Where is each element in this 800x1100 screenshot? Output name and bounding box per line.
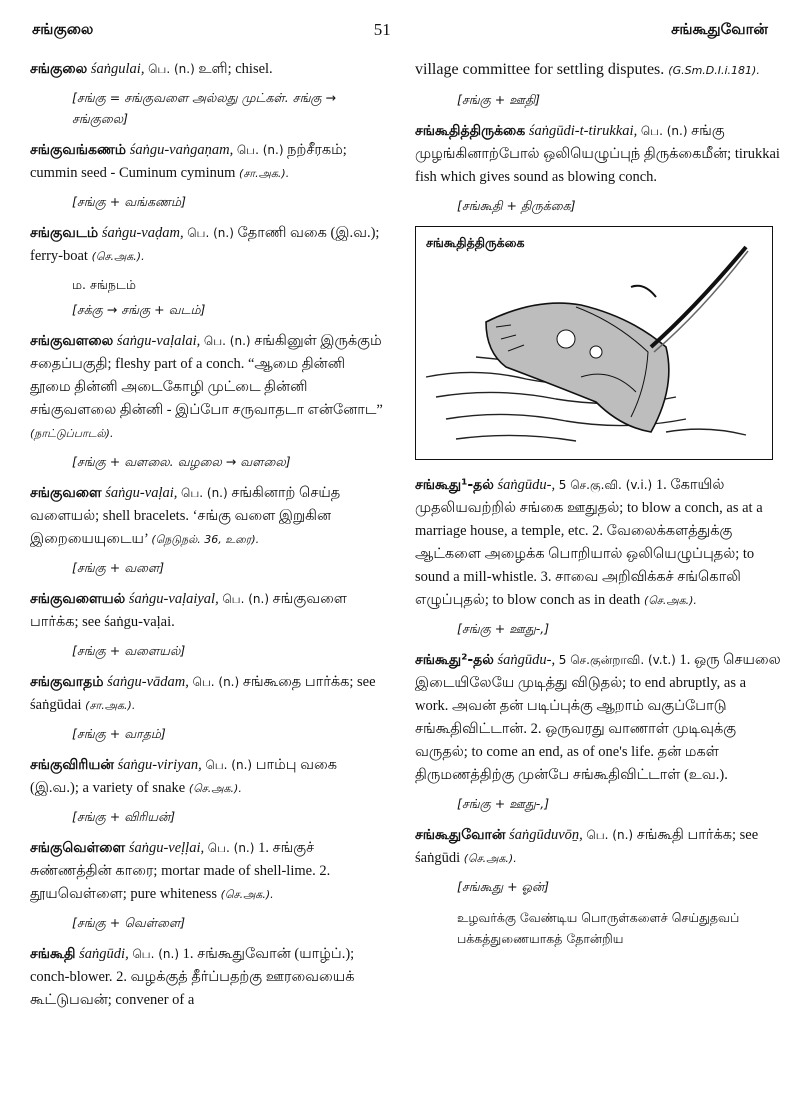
definition: சங்கு முழங்கினாற்போல் ஒலியெழுப்புந் திருக்கைமீன்; tirukkai fish which gives sound as blowing conch.	[415, 123, 780, 185]
etymology: [சங்கு + வாதம்]	[72, 726, 166, 741]
etymology: [சங்கூதி + திருக்கை]	[457, 198, 576, 213]
headword: சங்கூது¹-தல்	[415, 477, 494, 493]
part-of-speech: பெ. (n.)	[586, 828, 634, 842]
part-of-speech: பெ. (n.)	[203, 334, 251, 348]
headword: சங்கூதித்திருக்கை	[415, 123, 526, 139]
transliteration: śaṅgu-viriyan,	[117, 757, 202, 773]
source-ref: (சா.அக.).	[239, 167, 290, 180]
headword: சங்குவங்கணம்	[30, 142, 127, 158]
source-ref: (சா.அக.).	[85, 699, 136, 712]
dictionary-entry	[415, 649, 781, 787]
transliteration: śaṅgūdu-,	[497, 477, 556, 493]
part-of-speech: பெ. (n.)	[222, 592, 270, 606]
transliteration: śaṅgu-veḷḷai,	[128, 840, 205, 856]
definition: 1. சங்குச் சுண்ணத்தின் காரை; mortar made of shell-lime. 2. தூயவெள்ளை; pure whiteness	[30, 840, 331, 902]
headword: சங்கூதி	[30, 946, 76, 962]
etymology: [சங்கு + வங்கணம்]	[72, 194, 186, 209]
source-ref: (நெடுநல். 36, உரை).	[151, 533, 260, 546]
source-ref: (நாட்டுப்பாடல்).	[30, 427, 114, 440]
dictionary-entry	[30, 671, 388, 717]
etymology: [சங்கூது + ஓன்]	[457, 879, 550, 894]
transliteration: śaṅgūdi-t-tirukkai,	[528, 123, 638, 139]
dictionary-entry	[30, 139, 388, 185]
continued-entry	[415, 58, 781, 83]
headword: சங்குவெள்ளை	[30, 840, 126, 856]
headword: சங்குவளையல்	[30, 591, 126, 607]
dictionary-entry	[30, 222, 388, 268]
dictionary-entry	[30, 330, 388, 445]
etymology: [சங்கு + வெள்ளை]	[72, 915, 186, 930]
part-of-speech: பெ. (n.)	[187, 226, 234, 240]
headword: சங்குவாதம்	[30, 674, 104, 690]
definition: 1. கோயில் முதலியவற்றில் சங்கை ஊதுதல்; to blow a conch, as at a marriage house, a temple, etc. 2. வேலைக்களத்துக்கு ஆட்களை அழைக்க பொறியால் ஒலியெழுப்புதல்; to sound a mill-whistle. 3. சாவை அறிவிக்கச் சங்கொலி எழுப்புதல்; to blow conch as in death	[415, 477, 763, 608]
part-of-speech: பெ. (n.)	[148, 62, 195, 76]
transliteration: śaṅgu-vaṅgaṇam,	[129, 142, 234, 158]
definition: சங்கூதை பார்க்க; see śaṅgūdai	[30, 674, 376, 713]
definition: சங்கினாற் செய்த வளையல்; shell bracelets. ‘சங்கு வளை இறுகின இறையையுடைய’	[30, 485, 341, 547]
headword: சங்கூதுவோன்	[415, 827, 506, 843]
headword: சங்குவடம்	[30, 225, 99, 241]
transliteration: śaṅgu-vādam,	[107, 674, 189, 690]
left-column	[30, 58, 388, 1018]
headword: சங்குவளலை	[30, 333, 114, 349]
part-of-speech: பெ. (n.)	[205, 758, 253, 772]
etymology: [சங்கு + விரியன்]	[72, 809, 176, 824]
etymology: [சங்கு + வளை]	[72, 560, 165, 575]
dictionary-entry	[30, 588, 388, 634]
dictionary-entry	[415, 474, 781, 612]
source-ref: (செ.அக.).	[220, 888, 274, 901]
etymology: [சங்கு + ஊதி]	[457, 92, 541, 107]
part-of-speech: பெ. (n.)	[132, 947, 180, 961]
dictionary-entry	[30, 482, 388, 551]
definition: உளி; chisel.	[198, 61, 273, 77]
headword: சங்குவிரியன்	[30, 757, 114, 773]
etymology: [சக்கு → சங்கு + வடம்]	[72, 302, 206, 317]
source-ref: (செ.அக.).	[463, 852, 517, 865]
transliteration: śaṅgu-vaḷaiyal,	[128, 591, 219, 607]
dictionary-entry	[30, 837, 388, 906]
definition: 1. ஒரு செயலை இடையிலேயே முடித்து விடுதல்; to end abruptly, as a work. அவன் தன் படிப்புக்கு ஆறாம் வகுப்போடு சங்கூதிவிட்டான். 2. ஒருவரது வாணாள் முடிவுக்கு வருதல்; to come an end, as of one's life. தன் மகள் திருமணத்திற்கு முன்பே சங்கூதிவிட்டாள் (உவ.).	[415, 652, 781, 783]
source-ref: (செ.அக.).	[643, 594, 697, 607]
page-number: 51	[373, 20, 391, 39]
dictionary-entry	[30, 943, 388, 1012]
source-ref: (G.Sm.D.I.i.181).	[668, 64, 760, 77]
headword: சங்கூது²-தல்	[415, 652, 494, 668]
transliteration: śaṅgu-vaḷai,	[105, 485, 178, 501]
transliteration: śaṅgūduvōṉ,	[509, 827, 583, 843]
page-header	[32, 12, 768, 48]
source-ref: (செ.அக.).	[91, 250, 145, 263]
part-of-speech: 5 செ.குன்றாவி. (v.t.)	[558, 653, 676, 667]
header-left-guideword: சங்குலை	[32, 20, 94, 38]
header-right-guideword: சங்கூதுவோன்	[671, 20, 768, 38]
transliteration: śaṅgu-vaḍam,	[101, 225, 184, 241]
dictionary-entry	[415, 824, 781, 870]
transliteration: śaṅgu-vaḷalai,	[116, 333, 201, 349]
right-column	[415, 58, 781, 953]
dictionary-entry	[30, 58, 388, 81]
etymology: [சங்கு + ஊது-,]	[457, 621, 550, 636]
entry-group	[415, 474, 781, 949]
illustration-caption: சங்கூதித்திருக்கை	[426, 235, 525, 250]
entry-group	[415, 120, 781, 216]
note-text: உழவர்க்கு வேண்டிய பொருள்களைச் செய்துதவப் பக்கத்துணையாகத் தோன்றிய	[457, 910, 740, 946]
etymology: [சங்கு + வளையல்]	[72, 643, 186, 658]
etymology: [சங்கு + ஊது-,]	[457, 796, 550, 811]
cognate: ம. சங்நடம்	[72, 277, 136, 292]
etymology: [சங்கு = சங்குவளை அல்லது முட்கள். சங்கு → சங்குலை]	[72, 90, 337, 126]
transliteration: śaṅgulai,	[90, 61, 145, 77]
definition: சங்குவளை பார்க்க; see śaṅgu-vaḷai.	[30, 591, 347, 630]
headword: சங்குவளை	[30, 485, 102, 501]
definition: நற்சீரகம்; cummin seed - Cuminum cyminum	[30, 142, 347, 181]
etymology: [சங்கு + வளலை. வழலை → வளலை]	[72, 454, 291, 469]
continued-text: village committee for settling disputes.	[415, 61, 665, 78]
definition: சங்கினுள் இருக்கும் சதைப்பகுதி; fleshy part of a conch. “ஆமை தின்னி தூமை தின்னி அடைகோழி முட்டை தின்னி சங்குவளலை தின்னி - இப்போ சருவாதடா என்னோட”	[30, 333, 383, 418]
dictionary-entry	[415, 120, 781, 189]
definition: சங்கூதி பார்க்க; see śaṅgūdi	[415, 827, 759, 866]
illustration-box	[415, 226, 773, 460]
part-of-speech: பெ. (n.)	[207, 841, 255, 855]
definition: பாம்பு வகை (இ.வ.); a variety of snake	[30, 757, 338, 796]
part-of-speech: 5 செ.கு.வி. (v.i.)	[558, 478, 653, 492]
transliteration: śaṅgūdi,	[79, 946, 129, 962]
part-of-speech: பெ. (n.)	[236, 143, 284, 157]
transliteration: śaṅgūdu-,	[497, 652, 556, 668]
part-of-speech: பெ. (n.)	[181, 486, 228, 500]
dictionary-entry	[30, 754, 388, 800]
part-of-speech: பெ. (n.)	[192, 675, 240, 689]
source-ref: (செ.அக.).	[188, 782, 242, 795]
part-of-speech: பெ. (n.)	[640, 124, 688, 138]
definition: தோணி வகை (இ.வ.); ferry-boat	[30, 225, 380, 264]
definition: 1. சங்கூதுவோன் (யாழ்ப்.); conch-blower. 2. வழக்குத் தீர்ப்பதற்கு ஊரவையைக் கூட்டுபவன்; convener of a	[30, 946, 355, 1008]
headword: சங்குலை	[30, 61, 88, 77]
stingray-illustration-icon	[416, 227, 772, 459]
